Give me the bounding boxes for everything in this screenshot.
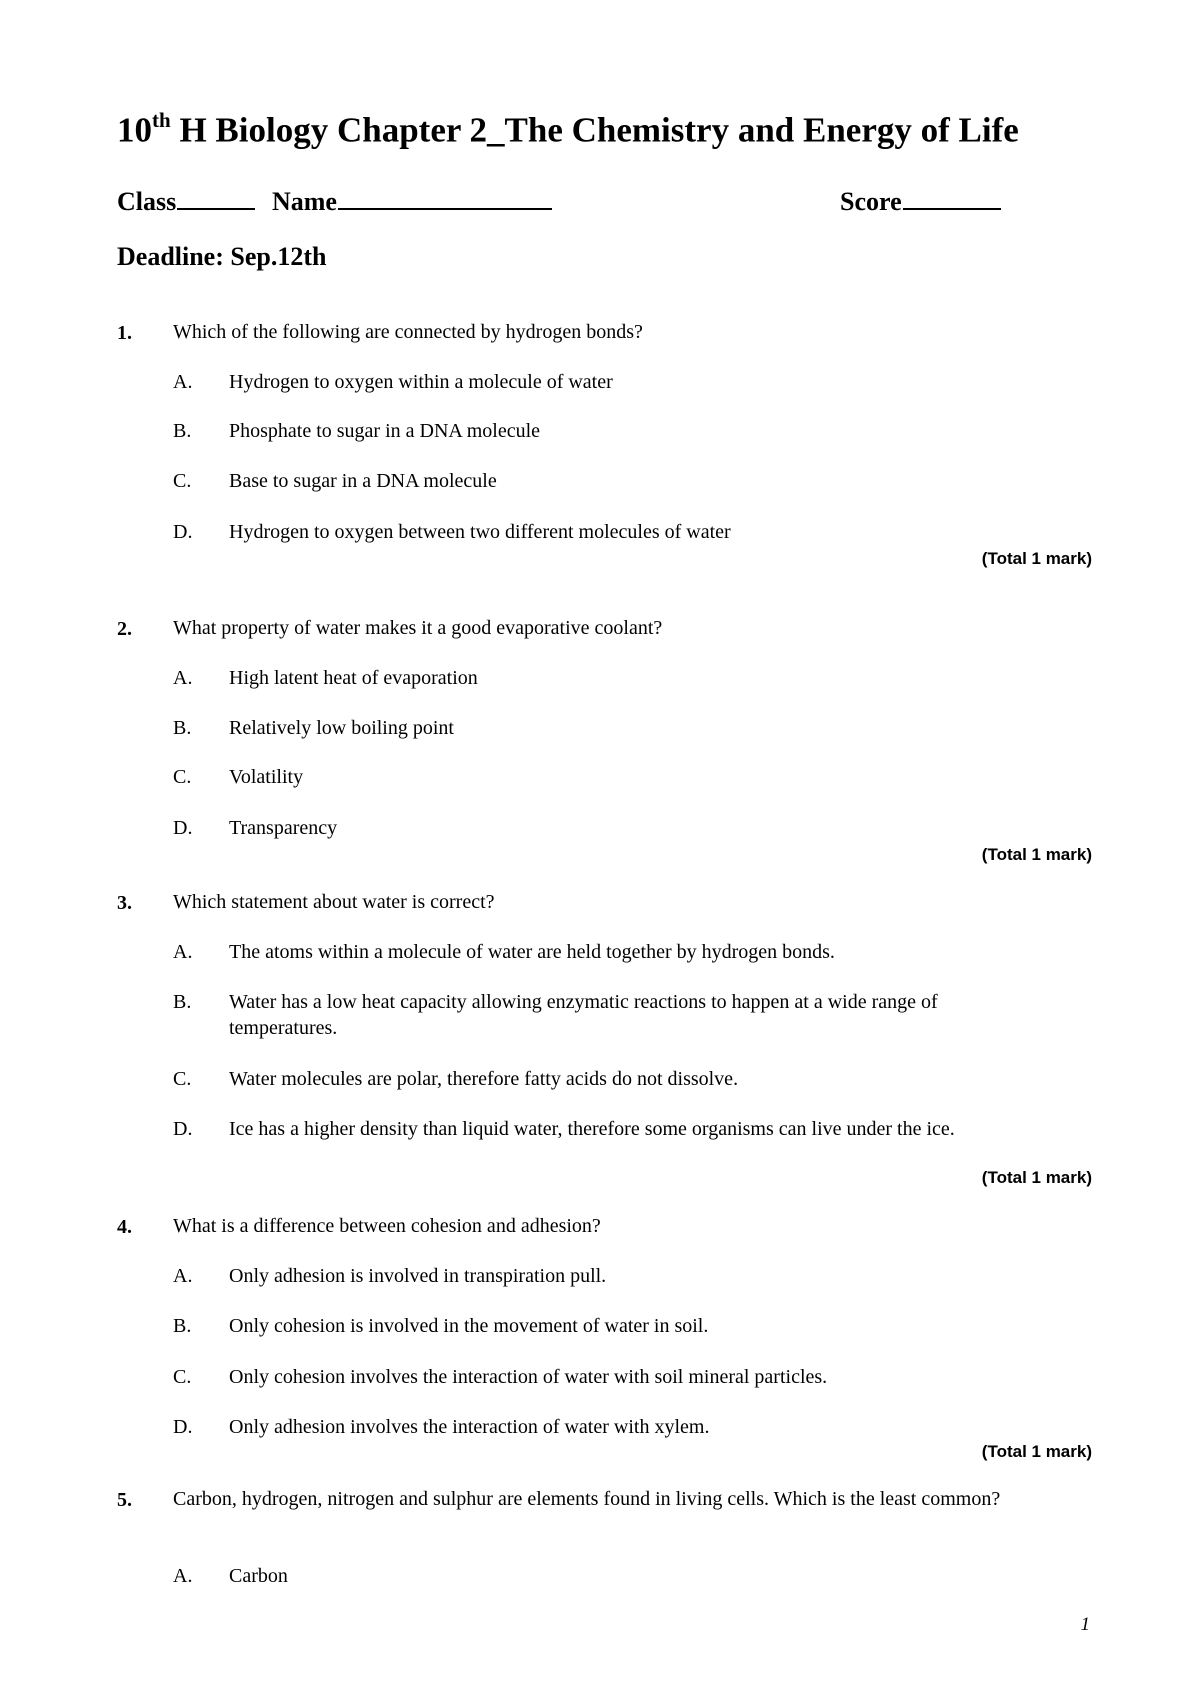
option-text: Phosphate to sugar in a DNA molecule (229, 420, 541, 442)
score-field (840, 186, 1001, 215)
deadline: Deadline: Sep.12th (117, 242, 327, 271)
question-text: Which of the following are connected by hydrogen bonds? (173, 321, 643, 343)
class-field (117, 186, 255, 215)
option-letter: B. (173, 991, 192, 1013)
score-label: Score (840, 187, 902, 216)
question-text: What property of water makes it a good evaporative coolant? (173, 617, 663, 639)
option-text: The atoms within a molecule of water are held together by hydrogen bonds. (229, 941, 835, 963)
name-field (272, 186, 552, 215)
question-text: Which statement about water is correct? (173, 891, 495, 913)
option-letter: A. (173, 941, 193, 963)
option-letter: C. (173, 1366, 192, 1388)
option-letter: B. (173, 1315, 192, 1337)
option-text: Water has a low heat capacity allowing enzymatic reactions to happen at a wide range of temperatures. (229, 991, 938, 1039)
option-text: Base to sugar in a DNA molecule (229, 470, 497, 492)
total-mark: (Total 1 mark) (981, 549, 1092, 568)
question-text: Carbon, hydrogen, nitrogen and sulphur are elements found in living cells. Which is the least common? (173, 1488, 1001, 1510)
question-number: 4. (117, 1216, 132, 1238)
option-letter: A. (173, 371, 193, 393)
option-letter: A. (173, 667, 193, 689)
question-number: 5. (117, 1489, 132, 1511)
total-mark: (Total 1 mark) (981, 845, 1092, 864)
option-text: Carbon (229, 1565, 288, 1587)
option-text: Only adhesion is involved in transpiration pull. (229, 1265, 607, 1287)
total-mark: (Total 1 mark) (981, 1168, 1092, 1187)
option-letter: C. (173, 470, 192, 492)
page-number: 1 (1080, 1614, 1090, 1635)
option-letter: B. (173, 420, 192, 442)
option-text: Water molecules are polar, therefore fatty acids do not dissolve. (229, 1068, 739, 1090)
page-title: 10th H Biology Chapter 2_The Chemistry and Energy of Life (117, 108, 1019, 150)
option-text: Volatility (229, 766, 304, 788)
option-text: Ice has a higher density than liquid water, therefore some organisms can live under the ice. (229, 1118, 955, 1140)
total-mark: (Total 1 mark) (981, 1442, 1092, 1461)
option-letter: D. (173, 1118, 193, 1140)
question-number: 2. (117, 618, 132, 640)
option-letter: B. (173, 717, 192, 739)
option-text: Hydrogen to oxygen within a molecule of water (229, 371, 613, 393)
option-text: Only cohesion involves the interaction of water with soil mineral particles. (229, 1366, 828, 1388)
option-text: High latent heat of evaporation (229, 667, 478, 689)
score-blank (903, 186, 1001, 210)
name-label: Name (272, 187, 337, 216)
option-text: Only cohesion is involved in the movement of water in soil. (229, 1315, 709, 1337)
option-letter: A. (173, 1265, 193, 1287)
class-label: Class (117, 187, 177, 216)
option-letter: D. (173, 521, 193, 543)
option-text: Transparency (229, 817, 338, 839)
question-number: 3. (117, 892, 132, 914)
option-text: Only adhesion involves the interaction of water with xylem. (229, 1416, 710, 1438)
class-blank (177, 186, 255, 210)
question-text: What is a difference between cohesion and adhesion? (173, 1215, 601, 1237)
option-text: Relatively low boiling point (229, 717, 454, 739)
option-letter: D. (173, 817, 193, 839)
name-blank (338, 186, 552, 210)
option-letter: C. (173, 766, 192, 788)
option-letter: D. (173, 1416, 193, 1438)
option-letter: A. (173, 1565, 193, 1587)
option-letter: C. (173, 1068, 192, 1090)
option-text: Hydrogen to oxygen between two different molecules of water (229, 521, 731, 543)
question-number: 1. (117, 322, 132, 344)
